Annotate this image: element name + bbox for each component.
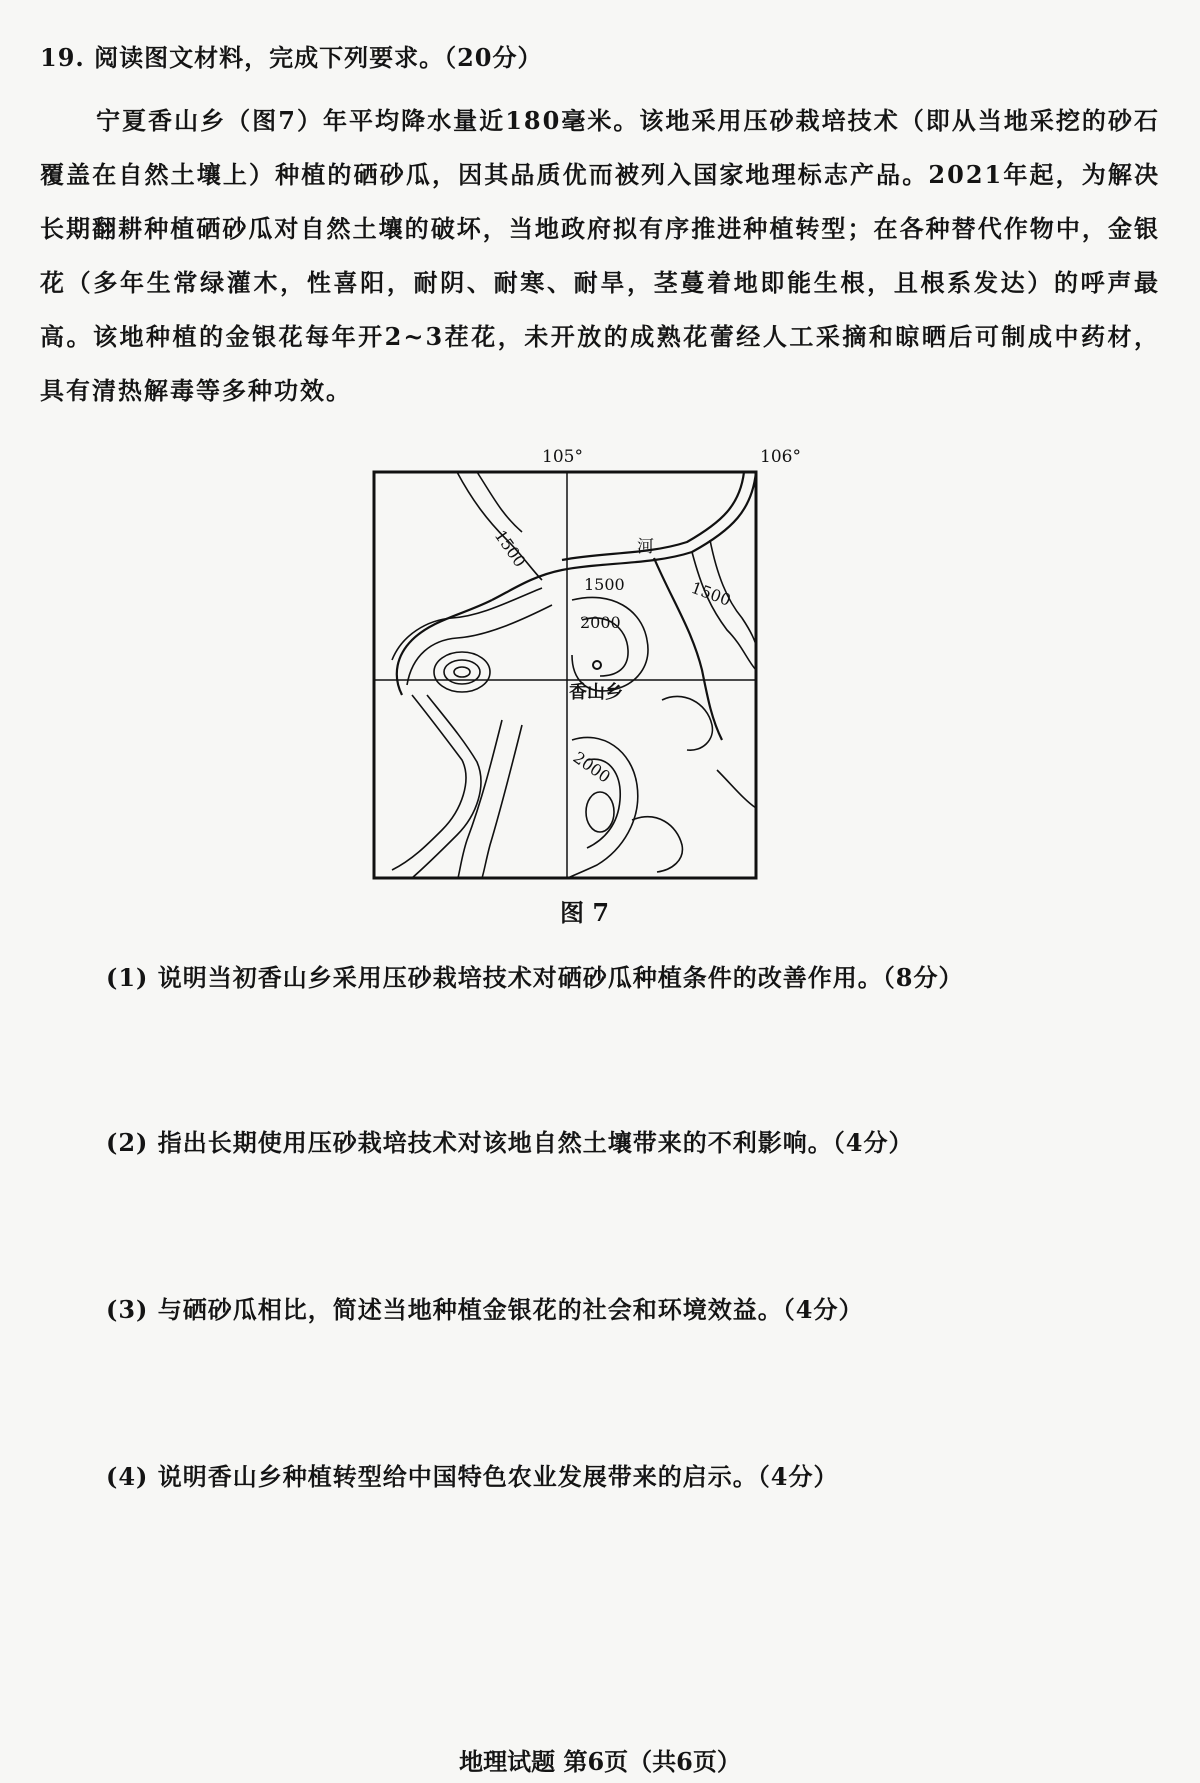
sub-question-3: (3) 与硒砂瓜相比，简述当地种植金银花的社会和环境效益。（4分） xyxy=(106,1295,864,1324)
sub-question-1: (1) 说明当初香山乡采用压砂栽培技术对硒砂瓜种植条件的改善作用。（8分） xyxy=(106,963,964,992)
contour-label-1500-center: 1500 xyxy=(584,575,625,594)
contour-label-1500-ne: 1500 xyxy=(688,577,734,610)
topographic-map xyxy=(372,440,800,882)
sub-question-4: (4) 说明香山乡种植转型给中国特色农业发展带来的启示。（4分） xyxy=(106,1462,839,1491)
river-label: 河 xyxy=(637,537,654,557)
xiangshan-town-label: 香山乡 xyxy=(569,682,623,703)
lon-label-106: 106° xyxy=(760,447,800,467)
contour-label-1500-nw: 1500 xyxy=(490,526,530,571)
contour-label-2000-south: 2000 xyxy=(569,747,614,787)
page-footer: 地理试题 第6页（共6页） xyxy=(459,1747,741,1776)
figure-caption: 图 7 xyxy=(560,898,610,927)
sub-question-2: (2) 指出长期使用压砂栽培技术对该地自然土壤带来的不利影响。（4分） xyxy=(106,1128,914,1157)
map-frame xyxy=(374,472,756,878)
question-heading: 19. 阅读图文材料，完成下列要求。（20分） xyxy=(40,43,543,72)
lon-label-105: 105° xyxy=(542,447,583,467)
contour-label-2000-north: 2000 xyxy=(580,613,621,632)
question-passage: 宁夏香山乡（图7）年平均降水量近180毫米。该地采用压砂栽培技术（即从当地采挖的砂石覆盖在自然土壤上）种植的硒砂瓜，因其品质优而被列入国家地理标志产品。2021年起，为解决长期翻耕种植硒砂瓜对自然土壤的破坏，当地政府拟有序推进种植转型；在各种替代作物中，金银花（多年生常绿灌木，性喜阳，耐阴、耐寒、耐旱，茎蔓着地即能生根，且根系发达）的呼声最高。该地种植的金银花每年开2~3茬花，未开放的成熟花蕾经人工采摘和晾晒后可制成中药材，具有清热解毒等多种功效。 xyxy=(40,106,1160,405)
xiangshan-town-marker xyxy=(593,661,601,669)
